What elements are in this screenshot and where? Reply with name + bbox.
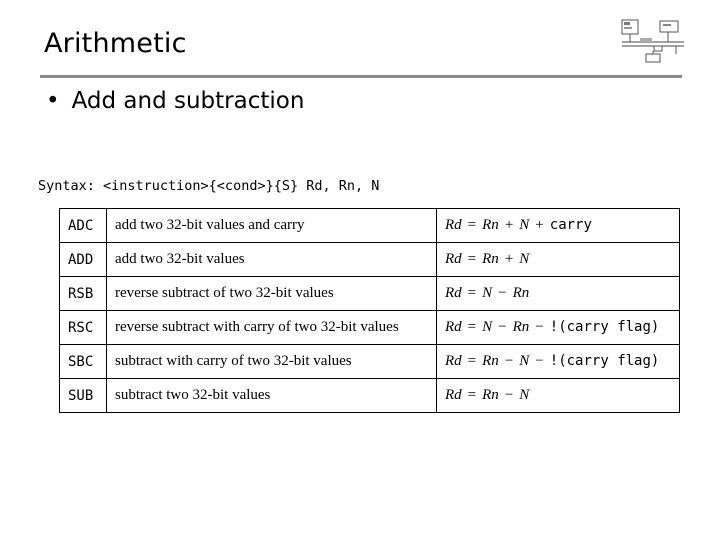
formula-lhs: Rd	[445, 251, 462, 267]
formula-term: Rn	[482, 353, 499, 369]
instruction-formula	[437, 379, 680, 413]
formula-operator: +	[504, 217, 514, 233]
formula-equals: =	[467, 387, 477, 403]
formula-operator: −	[504, 353, 514, 369]
formula-term: Rn	[482, 387, 499, 403]
instruction-formula	[437, 277, 680, 311]
system-diagram-logo-icon	[620, 18, 686, 68]
table-row	[60, 311, 680, 345]
formula-equals: =	[467, 217, 477, 233]
bullet-dot-icon: •	[46, 88, 60, 114]
table-row	[60, 345, 680, 379]
formula-term: Rn	[512, 285, 530, 301]
formula-term: Rn	[482, 251, 499, 267]
formula-term: N	[519, 353, 530, 369]
instruction-formula	[437, 243, 680, 277]
formula-term: N	[519, 251, 530, 267]
instruction-mnemonic: ADC	[60, 209, 107, 243]
formula-operator: +	[535, 217, 544, 233]
formula-equals: =	[467, 251, 477, 267]
instruction-description: reverse subtract of two 32-bit values	[107, 277, 437, 311]
formula-lhs: Rd	[445, 319, 462, 335]
formula-equals: =	[467, 319, 477, 335]
formula-term: N	[482, 285, 493, 301]
title-divider	[40, 75, 682, 78]
formula-term: !(carry flag)	[549, 353, 660, 369]
instruction-description: subtract two 32-bit values	[107, 379, 437, 413]
formula-equals: =	[467, 285, 477, 301]
instruction-mnemonic: SUB	[60, 379, 107, 413]
instruction-description: add two 32-bit values	[107, 243, 437, 277]
arithmetic-instruction-table	[59, 208, 680, 413]
bullet-item	[46, 88, 304, 114]
instruction-description: reverse subtract with carry of two 32-bit values	[107, 311, 437, 345]
formula-operator: −	[504, 387, 514, 403]
formula-operator: −	[535, 319, 544, 335]
table-row	[60, 243, 680, 277]
formula-operator: −	[498, 319, 507, 335]
formula-lhs: Rd	[445, 217, 462, 233]
instruction-mnemonic: RSC	[60, 311, 107, 345]
formula-term: !(carry flag)	[549, 319, 660, 335]
instruction-formula	[437, 209, 680, 243]
formula-lhs: Rd	[445, 285, 462, 301]
instruction-formula	[437, 311, 680, 345]
table-row	[60, 379, 680, 413]
instruction-mnemonic: SBC	[60, 345, 107, 379]
slide-title: Arithmetic	[44, 28, 187, 59]
formula-term: Rn	[482, 217, 499, 233]
instruction-description: subtract with carry of two 32-bit values	[107, 345, 437, 379]
formula-term: Rn	[512, 319, 530, 335]
formula-operator: +	[504, 251, 514, 267]
syntax-line: Syntax: <instruction>{<cond>}{S} Rd, Rn, N	[38, 178, 380, 194]
bullet-text: Add and subtraction	[71, 88, 305, 114]
formula-term: N	[519, 217, 530, 233]
formula-term: N	[519, 387, 530, 403]
formula-equals: =	[467, 353, 477, 369]
instruction-mnemonic: ADD	[60, 243, 107, 277]
instruction-formula	[437, 345, 680, 379]
formula-term: N	[482, 319, 493, 335]
formula-lhs: Rd	[445, 387, 462, 403]
instruction-description: add two 32-bit values and carry	[107, 209, 437, 243]
table-row	[60, 277, 680, 311]
table-row	[60, 209, 680, 243]
formula-term: carry	[549, 217, 592, 233]
instruction-mnemonic: RSB	[60, 277, 107, 311]
formula-operator: −	[498, 285, 507, 301]
formula-operator: −	[535, 353, 544, 369]
formula-lhs: Rd	[445, 353, 462, 369]
